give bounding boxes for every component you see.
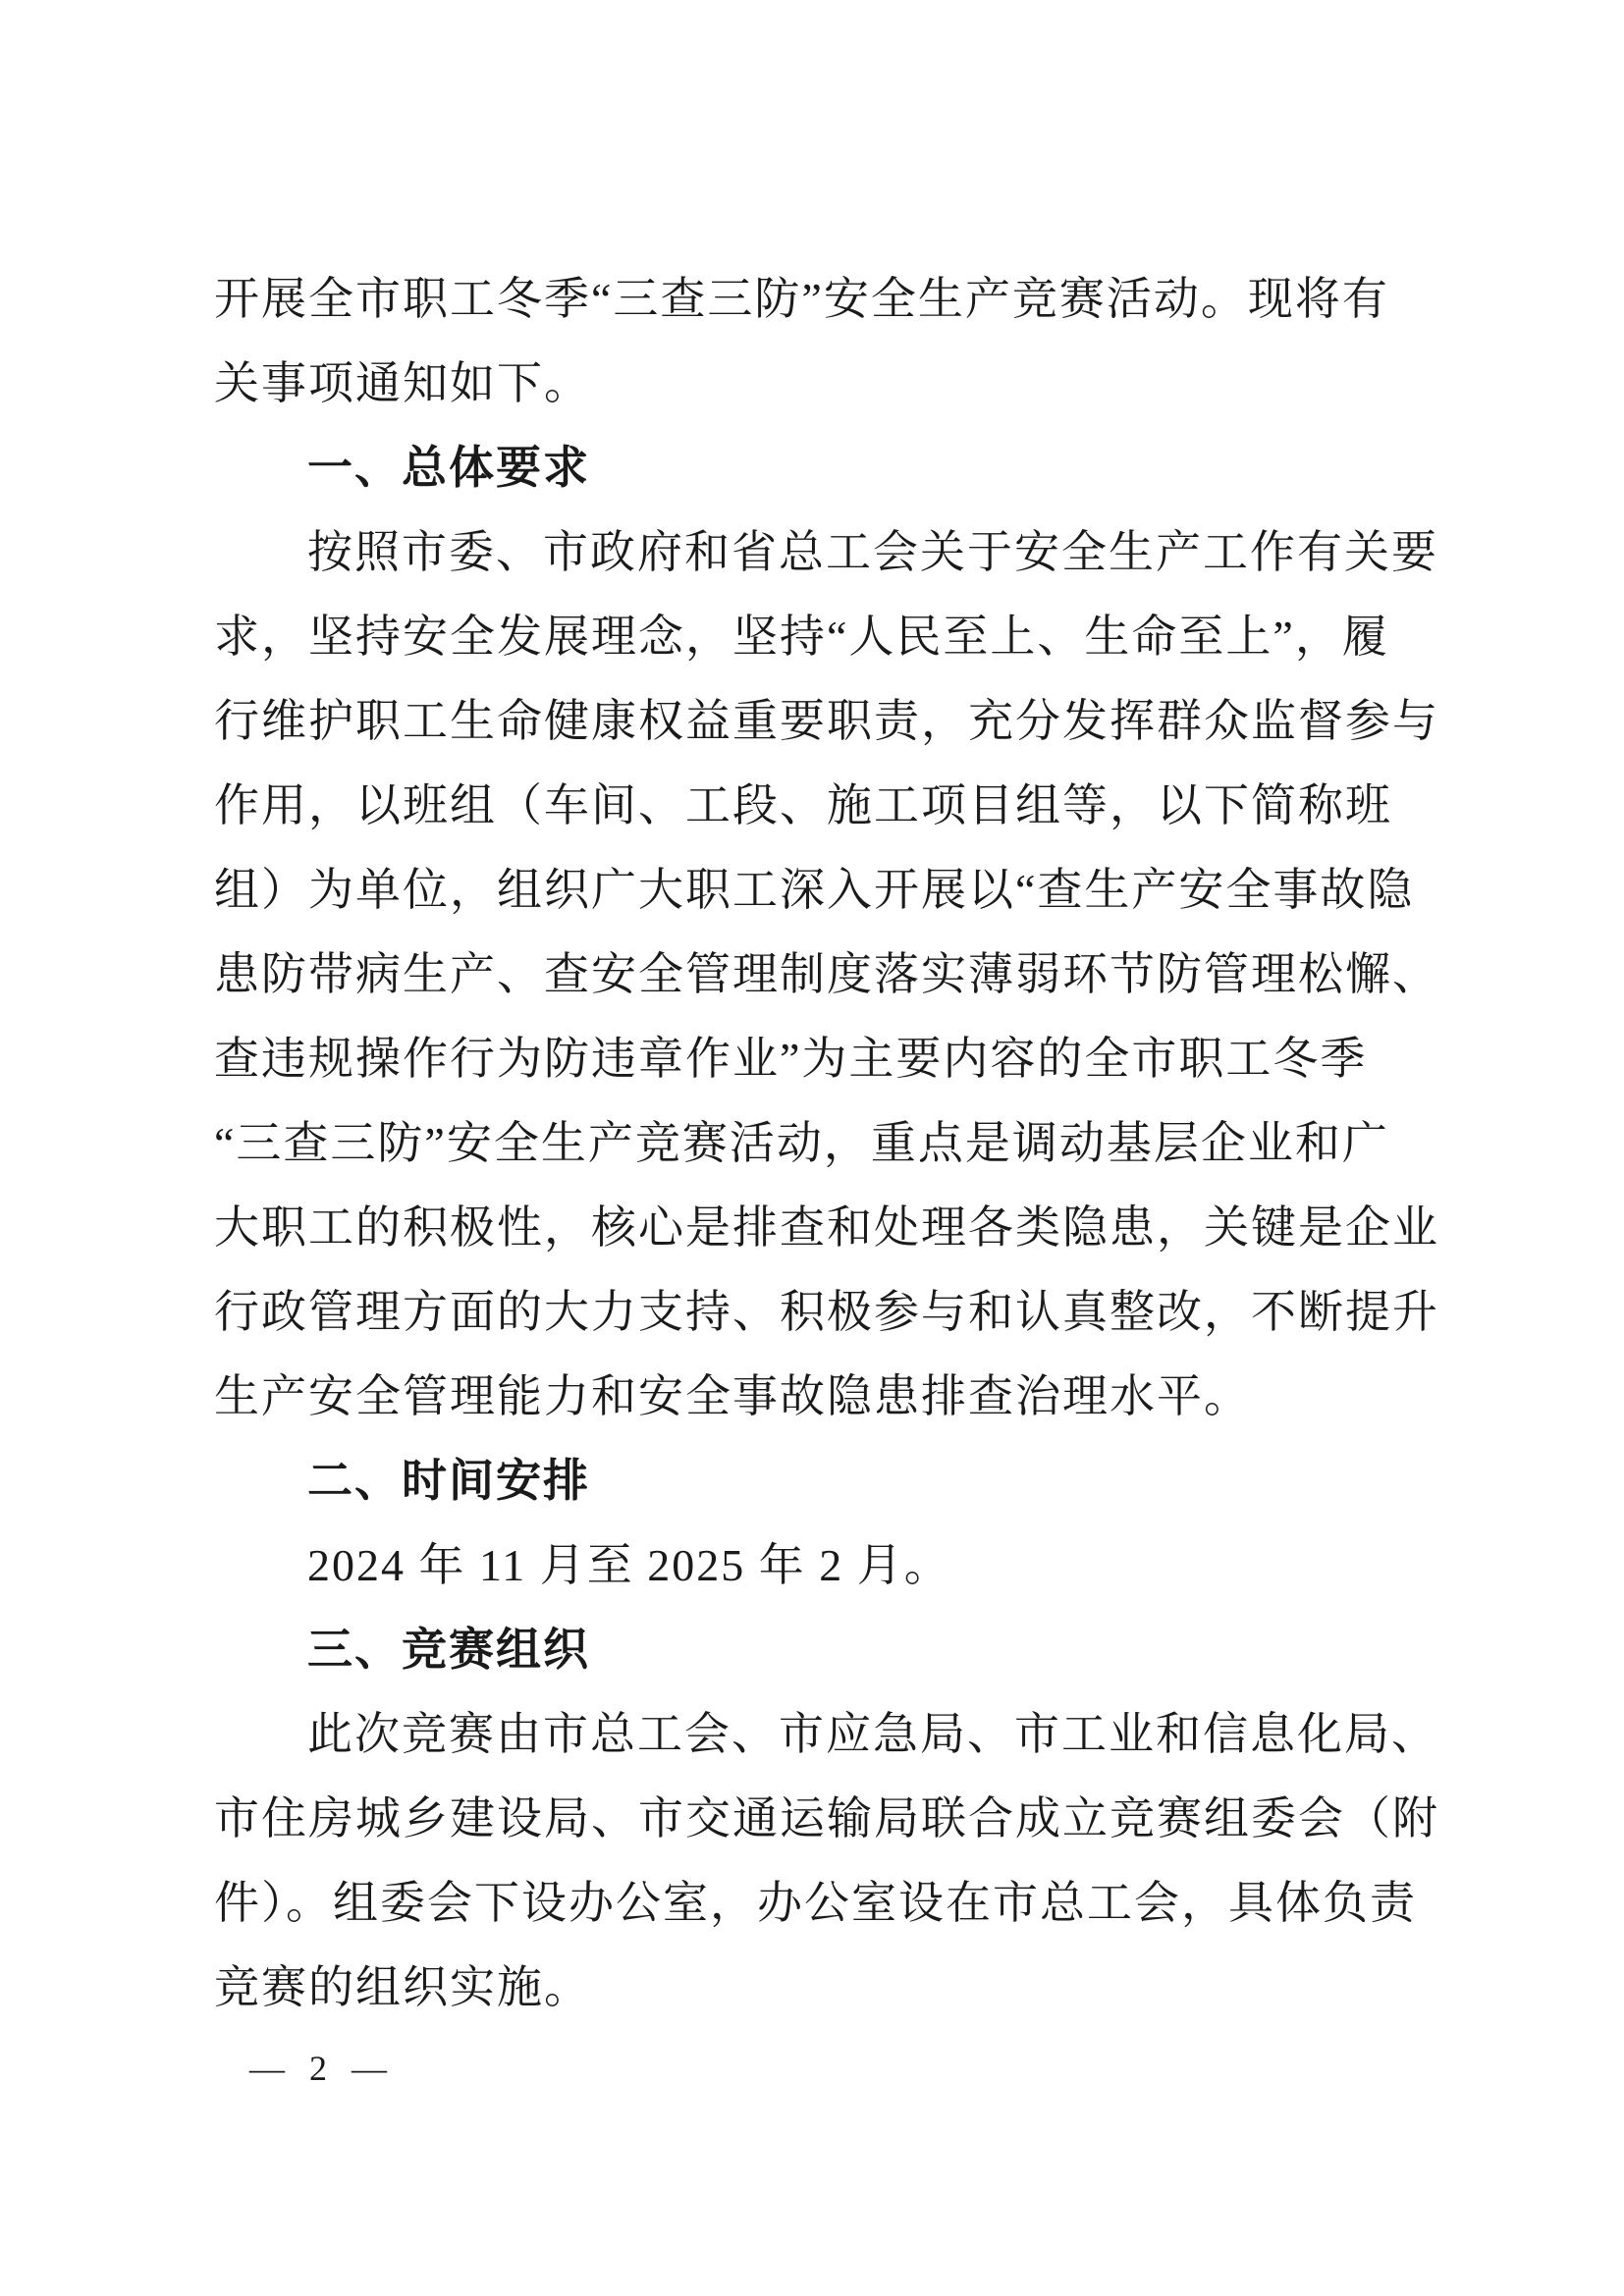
text-line: 大职工的积极性，核心是排查和处理各类隐患，关键是企业 (214, 1202, 1439, 1253)
text-line: “三查三防”安全生产竞赛活动，重点是调动基层企业和广 (214, 1118, 1389, 1168)
text-line: 组）为单位，组织广大职工深入开展以“查生产安全事故隐 (214, 865, 1415, 915)
text-line: 行维护职工生命健康权益重要职责，充分发挥群众监督参与 (214, 696, 1439, 746)
text-line: 竞赛的组织实施。 (214, 1962, 591, 2012)
section-heading: 三、竞赛组织 (307, 1624, 590, 1675)
section-heading: 二、时间安排 (307, 1455, 590, 1506)
page-number: — 2 — (249, 2049, 395, 2088)
text-line: 患防带病生产、查安全管理制度落实薄弱环节防管理松懈、 (214, 949, 1439, 999)
text-line: 求，坚持安全发展理念，坚持“人民至上、生命至上”，履 (214, 612, 1389, 662)
document-body (214, 253, 1439, 2026)
text-line: 关事项通知如下。 (214, 358, 591, 408)
text-line: 按照市委、市政府和省总工会关于安全生产工作有关要 (307, 527, 1438, 577)
text-line: 件）。组委会下设办公室，办公室设在市总工会，具体负责 (214, 1878, 1417, 1928)
text-line: 行政管理方面的大力支持、积极参与和认真整改，不断提升 (214, 1287, 1439, 1337)
section-heading: 一、总体要求 (307, 442, 590, 493)
text-line: 市住房城乡建设局、市交通运输局联合成立竞赛组委会（附 (214, 1793, 1439, 1843)
text-line: 生产安全管理能力和安全事故隐患排查治理水平。 (214, 1371, 1251, 1421)
text-line: 开展全市职工冬季“三查三防”安全生产竞赛活动。现将有 (214, 274, 1389, 324)
text-line: 2024 年 11 月至 2025 年 2 月。 (307, 1540, 951, 1590)
text-line: 作用，以班组（车间、工段、施工项目组等，以下简称班 (214, 780, 1392, 830)
text-line: 查违规操作行为防违章作业”为主要内容的全市职工冬季 (214, 1034, 1368, 1084)
text-line: 此次竞赛由市总工会、市应急局、市工业和信息化局、 (307, 1709, 1438, 1759)
